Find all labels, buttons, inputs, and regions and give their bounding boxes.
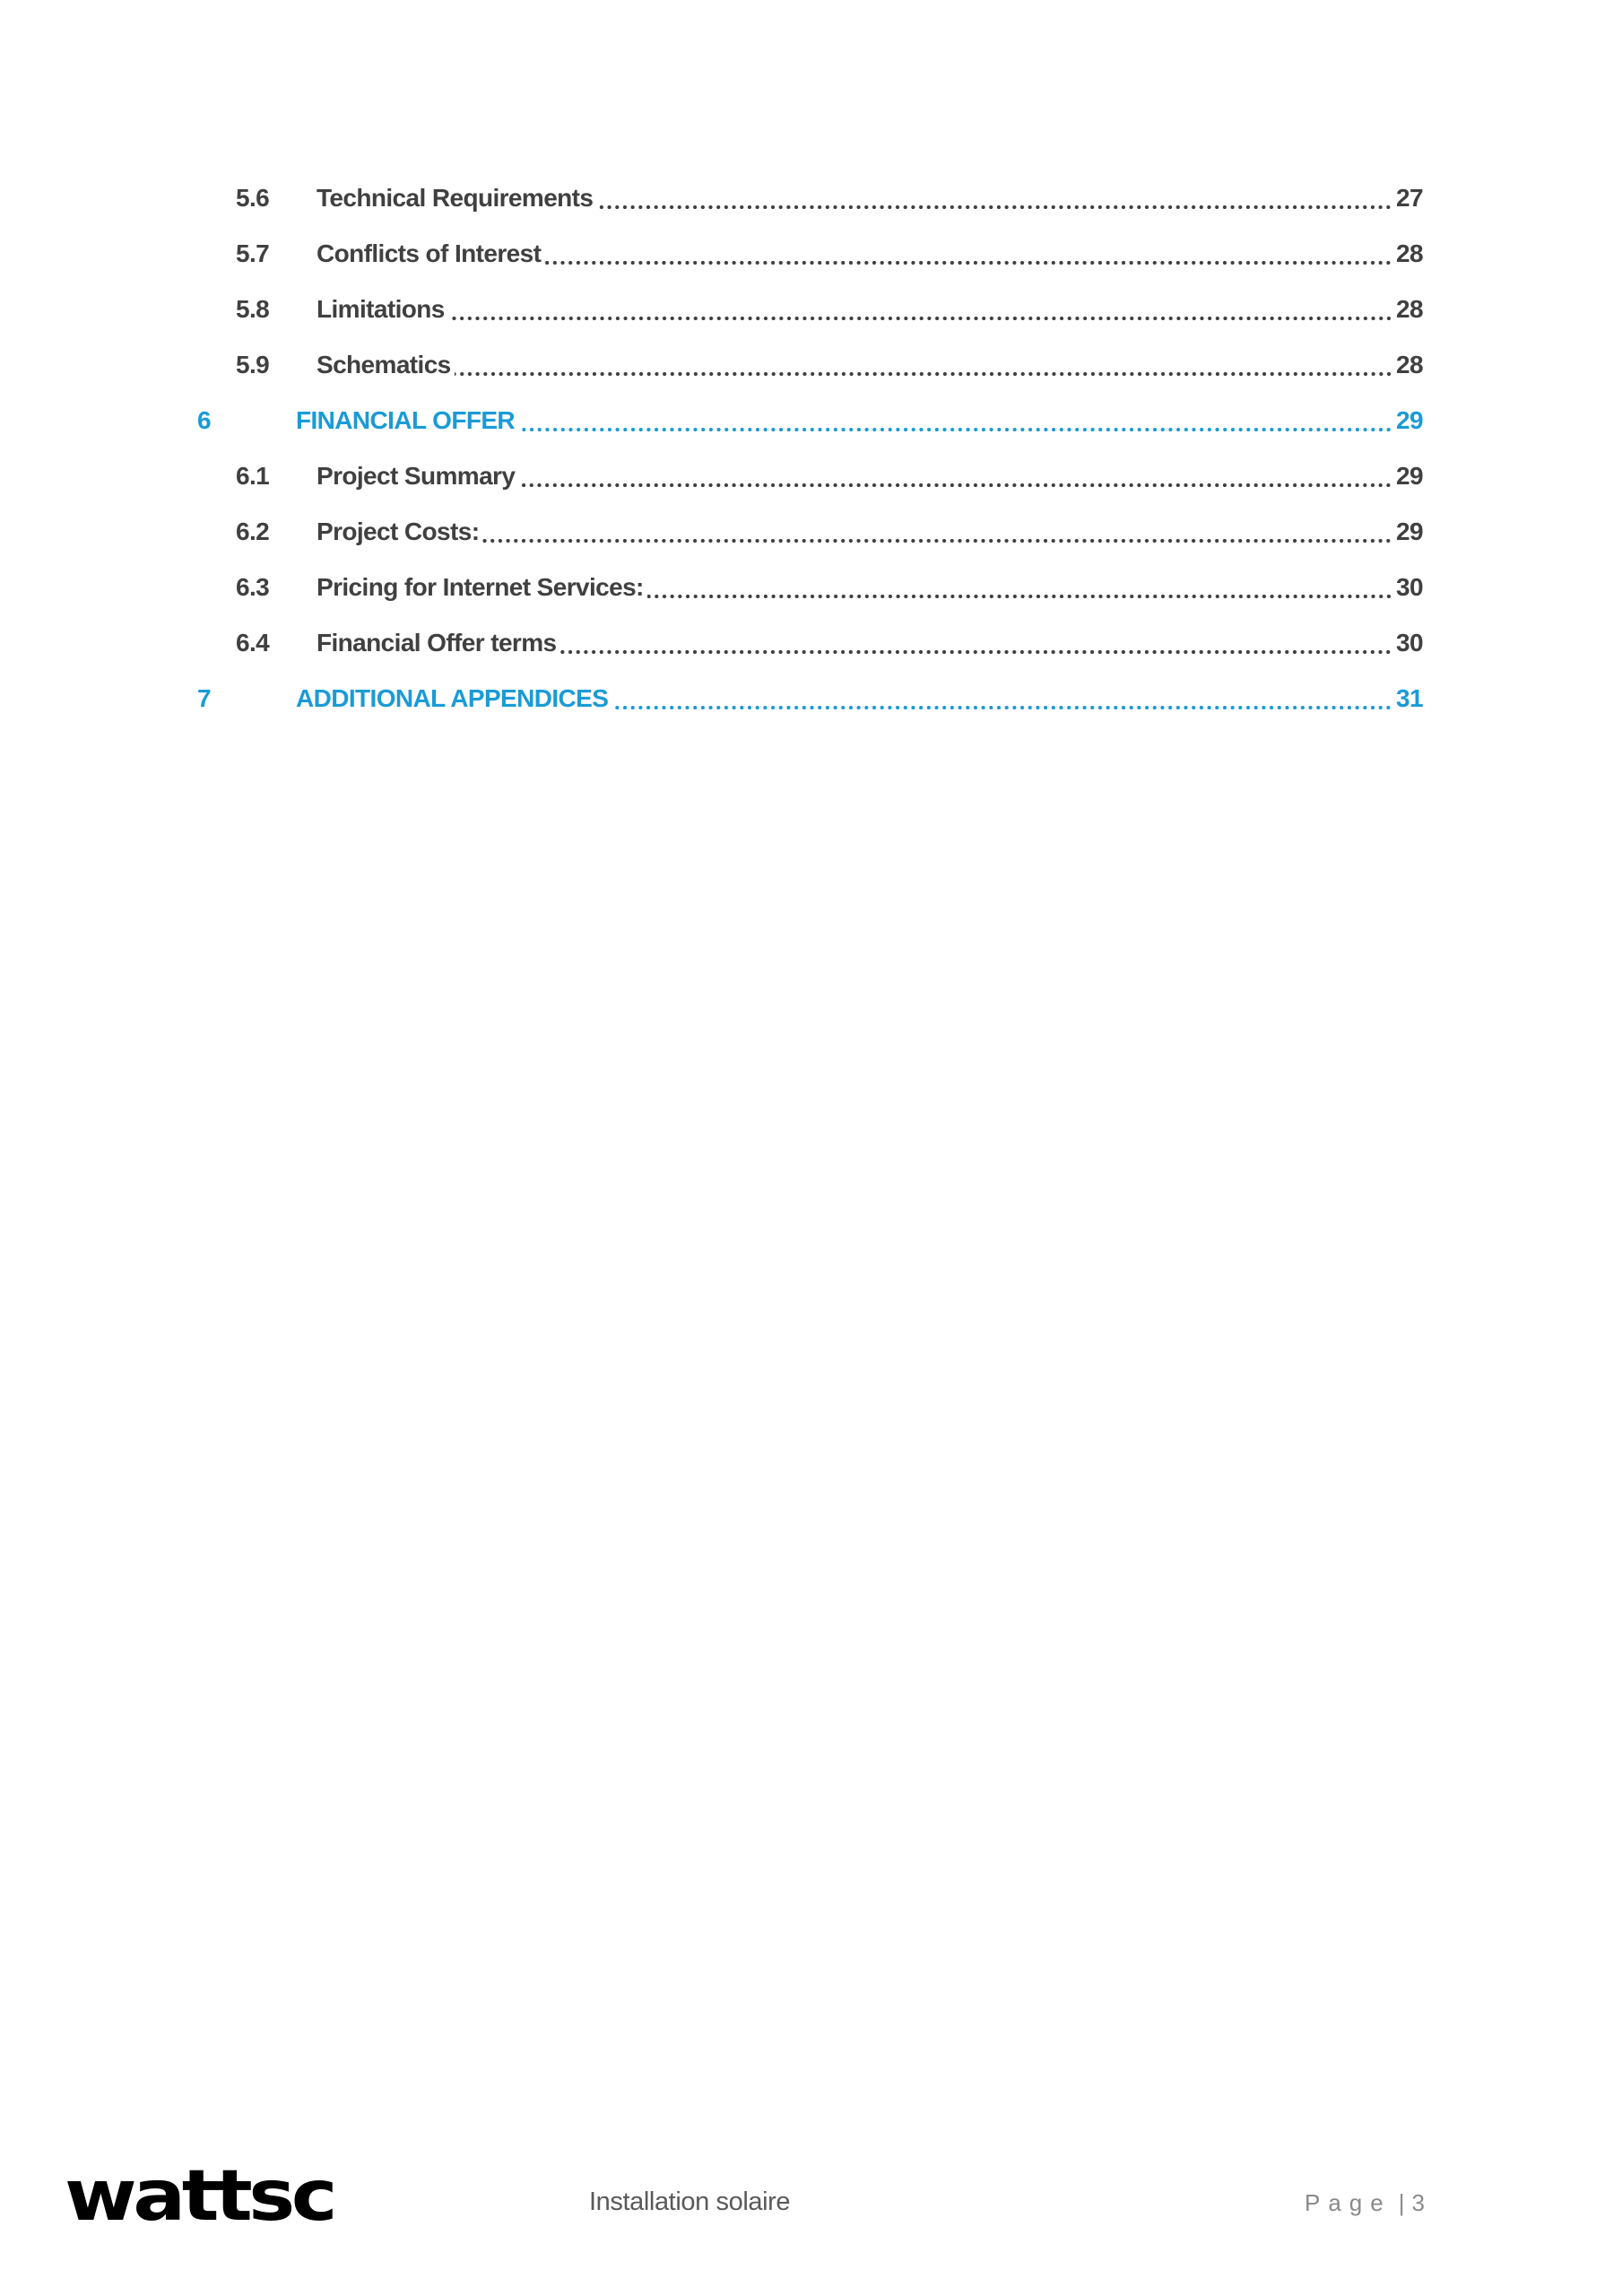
toc-entry-5-8[interactable] xyxy=(0,286,1622,322)
toc-entry-7[interactable] xyxy=(0,675,1622,711)
page-word: Page xyxy=(1305,2189,1392,2216)
dot-leader xyxy=(596,205,1392,209)
toc-entry-page: 28 xyxy=(1396,295,1423,323)
toc-entry-page: 28 xyxy=(1396,351,1423,378)
toc-entry-page: 27 xyxy=(1396,184,1423,212)
toc-entry-6-2[interactable] xyxy=(0,509,1622,544)
toc-entry-5-6[interactable] xyxy=(0,175,1622,211)
toc-entry-number: 6.2 xyxy=(236,517,270,545)
page-number: 3 xyxy=(1411,2189,1425,2216)
toc-entry-page: 29 xyxy=(1396,406,1423,434)
toc-entry-number: 5.9 xyxy=(236,351,270,378)
toc-entry-title: Limitations xyxy=(317,295,445,323)
toc-entry-number: 6.1 xyxy=(236,462,270,490)
toc-entry-page: 29 xyxy=(1396,517,1423,545)
toc-entry-title: Financial Offer terms xyxy=(317,629,557,657)
toc-entry-number: 5.7 xyxy=(236,239,270,267)
toc-entry-page: 30 xyxy=(1396,573,1423,601)
dot-leader xyxy=(448,317,1392,320)
toc-entry-6-4[interactable] xyxy=(0,620,1622,656)
dot-leader xyxy=(482,539,1392,543)
company-logo: wattsc xyxy=(65,2156,334,2237)
dot-leader xyxy=(612,706,1392,709)
toc-entry-page: 30 xyxy=(1396,629,1423,657)
toc-entry-number: 6 xyxy=(197,406,211,434)
toc-entry-page: 31 xyxy=(1396,684,1423,712)
toc-entry-number: 5.8 xyxy=(236,295,270,323)
dot-leader xyxy=(544,261,1392,265)
toc-entry-title: Schematics xyxy=(317,351,451,378)
toc-entry-title: Conflicts of Interest xyxy=(317,239,542,267)
dot-leader xyxy=(647,595,1392,598)
toc-entry-title: ADDITIONAL APPENDICES xyxy=(296,684,609,712)
toc-entry-number: 5.6 xyxy=(236,184,270,212)
toc-entry-number: 6.4 xyxy=(236,629,270,657)
toc-entry-6[interactable] xyxy=(0,397,1622,433)
dot-leader xyxy=(559,650,1392,654)
toc-entry-page: 28 xyxy=(1396,239,1423,267)
toc-entry-title: Technical Requirements xyxy=(317,184,594,212)
toc-entry-6-1[interactable] xyxy=(0,453,1622,489)
toc-entry-6-3[interactable] xyxy=(0,564,1622,600)
dot-leader xyxy=(518,428,1392,431)
toc-entry-page: 29 xyxy=(1396,462,1423,490)
toc-entry-title: FINANCIAL OFFER xyxy=(296,406,516,434)
toc-entry-title: Project Costs: xyxy=(317,517,480,545)
toc-entry-5-9[interactable] xyxy=(0,342,1622,378)
footer-document-title: Installation solaire xyxy=(589,2187,791,2216)
page-number-label xyxy=(1305,2188,1425,2217)
dot-leader xyxy=(455,372,1392,376)
toc-entry-number: 6.3 xyxy=(236,573,270,601)
page-separator: | xyxy=(1398,2189,1405,2216)
dot-leader xyxy=(518,483,1392,487)
toc-entry-number: 7 xyxy=(197,684,211,712)
toc-entry-5-7[interactable] xyxy=(0,230,1622,266)
toc-entry-title: Pricing for Internet Services: xyxy=(317,573,644,601)
toc-entry-title: Project Summary xyxy=(317,462,516,490)
